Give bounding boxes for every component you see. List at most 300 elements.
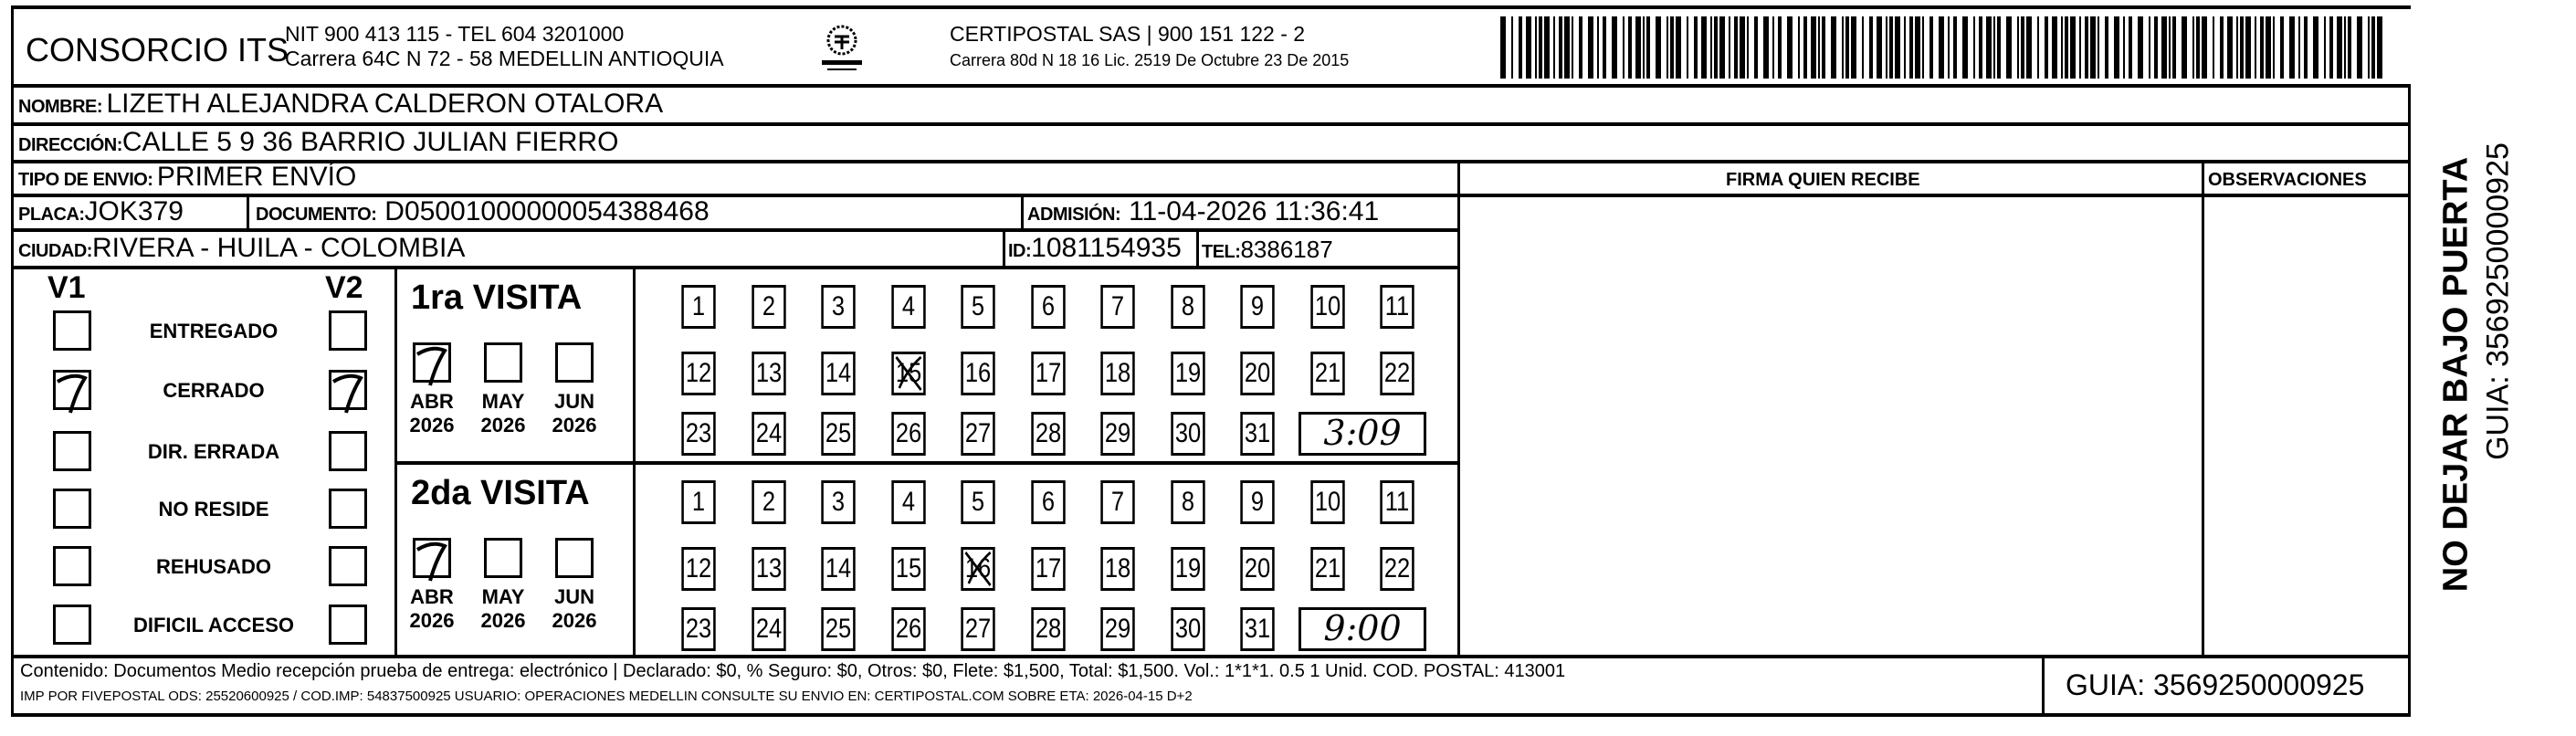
day-number: 20 bbox=[1244, 358, 1271, 388]
day-box[interactable] bbox=[1310, 352, 1344, 395]
barcode-bar bbox=[1909, 16, 1913, 79]
barcode-bar bbox=[2065, 16, 2068, 79]
day-box[interactable] bbox=[821, 285, 855, 329]
direccion-label: DIRECCIÓN: bbox=[18, 135, 122, 155]
day-number: 7 bbox=[1110, 487, 1125, 517]
barcode-bar bbox=[1747, 16, 1749, 79]
day-box[interactable] bbox=[1240, 285, 1274, 329]
barcode-bar bbox=[1612, 16, 1617, 79]
day-box[interactable] bbox=[752, 412, 785, 456]
barcode-bar bbox=[2344, 16, 2346, 79]
barcode-bar bbox=[2123, 16, 2125, 79]
v2-checkbox[interactable] bbox=[329, 546, 367, 586]
day-number: 14 bbox=[825, 553, 852, 584]
side-guia: GUIA: 3569250000925 bbox=[2480, 142, 2516, 460]
day-number: 9 bbox=[1250, 291, 1265, 321]
divider bbox=[11, 122, 2411, 126]
barcode-bar bbox=[1962, 16, 1968, 79]
barcode-bar bbox=[2079, 16, 2081, 79]
day-box[interactable] bbox=[1031, 480, 1065, 524]
day-number: 9 bbox=[1250, 487, 1265, 517]
barcode-bar bbox=[1656, 16, 1661, 79]
direccion-field bbox=[18, 127, 618, 158]
barcode-bar bbox=[2280, 16, 2284, 79]
barcode-bar bbox=[1714, 16, 1718, 79]
month-label bbox=[476, 390, 531, 437]
barcode-bar bbox=[1544, 16, 1550, 79]
day-box[interactable] bbox=[821, 352, 855, 395]
barcode-bar bbox=[1842, 16, 1844, 79]
barcode-bar bbox=[2006, 16, 2012, 79]
handwritten-time: 9:00 bbox=[1323, 608, 1402, 648]
divider bbox=[11, 160, 2411, 163]
barcode-bar bbox=[1701, 16, 1707, 79]
day-number: 23 bbox=[685, 614, 712, 644]
barcode-bar bbox=[2377, 16, 2382, 79]
day-box[interactable] bbox=[1380, 480, 1414, 524]
handwritten-check-mark bbox=[328, 369, 368, 415]
barcode bbox=[1500, 16, 2386, 80]
side-warning: NO DEJAR BAJO PUERTA bbox=[2436, 156, 2476, 593]
direccion-value: CALLE 5 9 36 BARRIO JULIAN FIERRO bbox=[121, 127, 619, 157]
id-value: 1081154935 bbox=[1031, 233, 1182, 263]
day-box[interactable] bbox=[1240, 412, 1274, 456]
month-year: 2026 bbox=[480, 609, 526, 632]
day-number: 8 bbox=[1181, 291, 1194, 321]
divider bbox=[11, 228, 1458, 232]
day-number: 15 bbox=[895, 358, 921, 388]
v1-checkbox[interactable] bbox=[53, 605, 91, 645]
day-box[interactable] bbox=[1240, 480, 1274, 524]
month-year: 2026 bbox=[552, 609, 597, 632]
barcode-bar bbox=[2037, 16, 2039, 79]
day-number: 5 bbox=[971, 487, 985, 517]
day-number: 26 bbox=[895, 418, 921, 448]
barcode-bar bbox=[2138, 16, 2143, 79]
barcode-bar bbox=[1643, 16, 1645, 79]
barcode-bar bbox=[1740, 16, 1745, 79]
day-number: 3 bbox=[831, 487, 846, 517]
divider bbox=[11, 266, 1458, 269]
month-label bbox=[547, 585, 602, 633]
day-box[interactable] bbox=[1171, 480, 1204, 524]
barcode-bar bbox=[1929, 16, 1933, 79]
barcode-bar bbox=[1904, 16, 1906, 79]
carrier-address: Carrera 80d N 18 16 Lic. 2519 De Octubre 23 De 2015 bbox=[950, 51, 1350, 69]
day-box[interactable] bbox=[1171, 285, 1204, 329]
placa-label: PLACA: bbox=[18, 205, 85, 225]
barcode-bar bbox=[1511, 16, 1513, 79]
day-number: 31 bbox=[1244, 418, 1271, 448]
barcode-bar bbox=[1862, 16, 1864, 79]
v2-checkbox[interactable] bbox=[329, 605, 367, 645]
barcode-bar bbox=[1993, 16, 1995, 79]
barcode-bar bbox=[1889, 16, 1893, 79]
barcode-bar bbox=[1877, 16, 1882, 79]
day-number: 14 bbox=[825, 358, 852, 388]
day-box[interactable] bbox=[891, 352, 925, 395]
day-box[interactable] bbox=[1171, 607, 1204, 651]
day-box[interactable] bbox=[1310, 480, 1344, 524]
day-box[interactable] bbox=[961, 285, 994, 329]
month-label bbox=[405, 585, 459, 633]
day-box[interactable] bbox=[821, 607, 855, 651]
day-box[interactable] bbox=[752, 285, 785, 329]
day-box[interactable] bbox=[1380, 352, 1414, 395]
barcode-bar bbox=[2273, 16, 2275, 79]
barcode-bar bbox=[1539, 16, 1542, 79]
admision-field bbox=[1027, 196, 1379, 227]
day-box[interactable] bbox=[1240, 547, 1274, 591]
v1-checkbox[interactable] bbox=[53, 370, 91, 410]
tipo-envio-field bbox=[18, 162, 356, 193]
day-box[interactable] bbox=[821, 480, 855, 524]
day-box[interactable] bbox=[752, 607, 785, 651]
footer-guia: GUIA: 3569250000925 bbox=[2066, 668, 2365, 701]
day-number: 16 bbox=[964, 358, 992, 388]
day-number: 10 bbox=[1314, 291, 1341, 321]
barcode-bar bbox=[1579, 16, 1582, 79]
status-label: NO RESIDE bbox=[158, 498, 269, 520]
day-box[interactable] bbox=[1031, 607, 1065, 651]
day-box[interactable] bbox=[1100, 480, 1134, 524]
day-box[interactable] bbox=[1031, 285, 1065, 329]
day-box[interactable] bbox=[1171, 412, 1204, 456]
divider bbox=[2042, 655, 2045, 715]
visit-title: 2da VISITA bbox=[411, 474, 590, 512]
day-box[interactable] bbox=[1100, 607, 1134, 651]
barcode-bar bbox=[2236, 16, 2238, 79]
day-box[interactable] bbox=[1100, 547, 1134, 591]
day-box[interactable] bbox=[1031, 547, 1065, 591]
barcode-bar bbox=[1798, 16, 1800, 79]
handwritten-strike-mark bbox=[891, 352, 925, 395]
barcode-bar bbox=[2172, 16, 2176, 79]
day-box[interactable] bbox=[1171, 352, 1204, 395]
barcode-bar bbox=[2085, 16, 2088, 79]
day-box[interactable] bbox=[1031, 352, 1065, 395]
day-number: 23 bbox=[685, 418, 712, 448]
barcode-bar bbox=[2098, 16, 2099, 79]
day-box[interactable] bbox=[961, 352, 994, 395]
v1-checkbox[interactable] bbox=[53, 431, 91, 471]
barcode-bar bbox=[2026, 16, 2032, 79]
day-box[interactable] bbox=[1100, 352, 1134, 395]
day-box[interactable] bbox=[681, 285, 715, 329]
barcode-bar bbox=[2161, 16, 2167, 79]
barcode-bar bbox=[1734, 16, 1738, 79]
barcode-bar bbox=[1588, 16, 1593, 79]
day-number: 27 bbox=[964, 418, 992, 448]
day-box[interactable] bbox=[961, 607, 994, 651]
month-name: JUN bbox=[553, 390, 594, 413]
v2-header: V2 bbox=[325, 270, 363, 305]
barcode-bar bbox=[1535, 16, 1537, 79]
status-label: REHUSADO bbox=[156, 555, 271, 578]
month-year: 2026 bbox=[409, 609, 455, 632]
id-label: ID: bbox=[1008, 241, 1032, 261]
handwritten-check-mark bbox=[52, 369, 92, 415]
day-number: 25 bbox=[825, 614, 852, 644]
barcode-bar bbox=[2052, 16, 2057, 79]
v2-checkbox[interactable] bbox=[329, 310, 367, 351]
month-checkbox[interactable] bbox=[555, 538, 594, 578]
handwritten-strike-mark bbox=[961, 547, 994, 591]
barcode-bar bbox=[1953, 16, 1957, 79]
day-number: 12 bbox=[685, 553, 712, 584]
day-box[interactable] bbox=[681, 607, 715, 651]
month-label bbox=[547, 390, 602, 437]
company-info bbox=[285, 22, 724, 71]
day-number: 27 bbox=[964, 614, 992, 644]
ciudad-field bbox=[18, 233, 465, 264]
tel-field bbox=[1202, 236, 1333, 264]
barcode-bar bbox=[1526, 16, 1531, 79]
day-box[interactable] bbox=[681, 412, 715, 456]
documento-label: DOCUMENTO: bbox=[256, 205, 377, 225]
barcode-bar bbox=[1851, 16, 1856, 79]
barcode-bar bbox=[2337, 16, 2342, 79]
day-box[interactable] bbox=[752, 352, 785, 395]
day-box[interactable] bbox=[891, 480, 925, 524]
barcode-bar bbox=[2070, 16, 2076, 79]
month-checkbox[interactable] bbox=[413, 342, 451, 383]
barcode-bar bbox=[1597, 16, 1599, 79]
day-number: 28 bbox=[1035, 418, 1061, 448]
v2-checkbox[interactable] bbox=[329, 370, 367, 410]
barcode-bar bbox=[1572, 16, 1573, 79]
day-number: 1 bbox=[691, 291, 706, 321]
nombre-field bbox=[18, 89, 663, 120]
barcode-bar bbox=[2105, 16, 2108, 79]
barcode-bar bbox=[2061, 16, 2063, 79]
day-number: 2 bbox=[762, 487, 775, 517]
day-box[interactable] bbox=[1310, 547, 1344, 591]
barcode-bar bbox=[2169, 16, 2171, 79]
barcode-bar bbox=[2240, 16, 2244, 79]
divider bbox=[11, 84, 2411, 88]
barcode-bar bbox=[1973, 16, 1975, 79]
barcode-bar bbox=[1986, 16, 1992, 79]
handwritten-time: 3:09 bbox=[1323, 413, 1402, 453]
day-box[interactable] bbox=[891, 607, 925, 651]
divider bbox=[1003, 228, 1005, 267]
day-box[interactable] bbox=[681, 547, 715, 591]
handwritten-time-box[interactable] bbox=[1299, 412, 1426, 456]
day-number: 1 bbox=[691, 487, 706, 517]
day-box[interactable] bbox=[961, 480, 994, 524]
barcode-bar bbox=[1772, 16, 1774, 79]
divider bbox=[1021, 194, 1024, 230]
barcode-bar bbox=[1687, 16, 1688, 79]
barcode-bar bbox=[1676, 16, 1681, 79]
barcode-bar bbox=[2149, 16, 2150, 79]
barcode-bar bbox=[1831, 16, 1836, 79]
day-number: 8 bbox=[1181, 487, 1194, 517]
divider bbox=[1196, 228, 1199, 267]
barcode-bar bbox=[1778, 16, 1782, 79]
barcode-bar bbox=[1895, 16, 1900, 79]
barcode-bar bbox=[2227, 16, 2233, 79]
day-box[interactable] bbox=[752, 480, 785, 524]
form-bottom-border bbox=[11, 713, 2411, 717]
barcode-bar bbox=[2324, 16, 2326, 79]
day-box[interactable] bbox=[821, 547, 855, 591]
barcode-bar bbox=[2182, 16, 2187, 79]
day-box[interactable] bbox=[961, 547, 994, 591]
day-box[interactable] bbox=[681, 480, 715, 524]
month-checkbox[interactable] bbox=[413, 538, 451, 578]
barcode-bar bbox=[1822, 16, 1825, 79]
day-number: 22 bbox=[1383, 358, 1411, 388]
barcode-bar bbox=[2368, 16, 2370, 79]
month-year: 2026 bbox=[409, 414, 455, 436]
barcode-bar bbox=[2192, 16, 2194, 79]
admision-value: 11-04-2026 11:36:41 bbox=[1129, 196, 1380, 226]
barcode-bar bbox=[2245, 16, 2251, 79]
carrier-name: CERTIPOSTAL SAS | 900 151 122 - 2 bbox=[950, 22, 1306, 46]
firma-header: FIRMA QUIEN RECIBE bbox=[1726, 170, 1920, 190]
barcode-bar bbox=[2304, 16, 2308, 79]
day-number: 24 bbox=[755, 614, 782, 644]
day-box[interactable] bbox=[891, 547, 925, 591]
barcode-bar bbox=[1667, 16, 1668, 79]
footer-content-line: Contenido: Documentos Medio recepción prueba de entrega: electrónico | Declarado: $0, % Seguro: $0, Otros: $0, Flete: $1,500, Total: $1,500. Vol.: 1*1*1. 0.5 1 Unid. COD. POSTAL: 413001 bbox=[20, 661, 1566, 681]
barcode-bar bbox=[1979, 16, 1982, 79]
day-box[interactable] bbox=[1100, 285, 1134, 329]
barcode-bar bbox=[1763, 16, 1769, 79]
barcode-bar bbox=[1922, 16, 1924, 79]
barcode-bar bbox=[1646, 16, 1650, 79]
day-box[interactable] bbox=[1240, 352, 1274, 395]
barcode-bar bbox=[2045, 16, 2048, 79]
day-number: 10 bbox=[1314, 487, 1341, 517]
day-box[interactable] bbox=[1240, 607, 1274, 651]
handwritten-check-mark bbox=[412, 537, 452, 583]
month-checkbox[interactable] bbox=[484, 538, 522, 578]
barcode-bar bbox=[1869, 16, 1873, 79]
v2-checkbox[interactable] bbox=[329, 489, 367, 529]
ciudad-label: CIUDAD: bbox=[18, 241, 92, 261]
day-box[interactable] bbox=[961, 412, 994, 456]
admision-label: ADMISIÓN: bbox=[1027, 205, 1121, 225]
day-number: 16 bbox=[964, 553, 992, 584]
day-box[interactable] bbox=[1171, 547, 1204, 591]
barcode-bar bbox=[1559, 16, 1562, 79]
day-box[interactable] bbox=[752, 547, 785, 591]
month-label bbox=[476, 585, 531, 633]
tipo-label: TIPO DE ENVIO: bbox=[18, 170, 153, 190]
month-name: MAY bbox=[481, 390, 525, 413]
tipo-value: PRIMER ENVÍO bbox=[156, 162, 357, 192]
month-name: JUN bbox=[553, 585, 594, 608]
handwritten-time-box[interactable] bbox=[1299, 607, 1426, 651]
barcode-bar bbox=[1915, 16, 1920, 79]
v1-header: V1 bbox=[47, 270, 86, 305]
day-number: 13 bbox=[755, 358, 782, 388]
form-left-border bbox=[11, 7, 14, 716]
day-number: 21 bbox=[1314, 358, 1341, 388]
divider bbox=[2202, 160, 2204, 657]
barcode-bar bbox=[2202, 16, 2207, 79]
day-box[interactable] bbox=[1031, 412, 1065, 456]
barcode-bar bbox=[1519, 16, 1522, 79]
day-box[interactable] bbox=[1380, 285, 1414, 329]
month-name: MAY bbox=[481, 585, 525, 608]
barcode-bar bbox=[2260, 16, 2264, 79]
v1-checkbox[interactable] bbox=[53, 546, 91, 586]
day-box[interactable] bbox=[1310, 285, 1344, 329]
day-number: 11 bbox=[1384, 291, 1410, 321]
day-box[interactable] bbox=[891, 412, 925, 456]
day-number: 28 bbox=[1035, 614, 1061, 644]
tel-label: TEL: bbox=[1202, 242, 1241, 262]
v1-checkbox[interactable] bbox=[53, 489, 91, 529]
id-field bbox=[1008, 233, 1182, 264]
month-name: ABR bbox=[410, 390, 454, 413]
day-box[interactable] bbox=[1100, 412, 1134, 456]
day-box[interactable] bbox=[1380, 547, 1414, 591]
day-number: 3 bbox=[831, 291, 846, 321]
ciudad-value: RIVERA - HUILA - COLOMBIA bbox=[91, 233, 466, 263]
barcode-bar bbox=[2021, 16, 2024, 79]
barcode-bar bbox=[2289, 16, 2295, 79]
barcode-bar bbox=[2357, 16, 2362, 79]
divider bbox=[11, 655, 2411, 658]
day-number: 26 bbox=[895, 614, 921, 644]
barcode-bar bbox=[1635, 16, 1641, 79]
footer-print-line: IMP POR FIVEPOSTAL ODS: 25520600925 / COD.IMP: 54837500925 USUARIO: OPERACIONES MEDELLIN CONSULTE SU ENVIO EN: CERTIPOSTAL.COM SOBRE ETA: 2026-04-15 D+2 bbox=[20, 689, 1193, 704]
day-number: 19 bbox=[1174, 358, 1201, 388]
day-number: 30 bbox=[1174, 418, 1201, 448]
barcode-bar bbox=[2090, 16, 2096, 79]
barcode-bar bbox=[2298, 16, 2300, 79]
barcode-bar bbox=[1754, 16, 1758, 79]
day-number: 29 bbox=[1104, 418, 1131, 448]
day-box[interactable] bbox=[891, 285, 925, 329]
day-number: 6 bbox=[1041, 487, 1055, 517]
day-number: 4 bbox=[901, 291, 915, 321]
day-box[interactable] bbox=[681, 352, 715, 395]
day-number: 30 bbox=[1174, 614, 1201, 644]
barcode-bar bbox=[1564, 16, 1570, 79]
v1-checkbox[interactable] bbox=[53, 310, 91, 351]
placa-value: JOK379 bbox=[84, 196, 184, 226]
barcode-bar bbox=[2220, 16, 2224, 79]
documento-field bbox=[256, 196, 710, 227]
day-box[interactable] bbox=[821, 412, 855, 456]
company-nit: NIT 900 413 115 - TEL 604 3201000 bbox=[285, 22, 625, 46]
month-checkbox[interactable] bbox=[484, 342, 522, 383]
barcode-bar bbox=[1628, 16, 1632, 79]
month-label bbox=[405, 390, 459, 437]
day-number: 7 bbox=[1110, 291, 1125, 321]
visit-title: 1ra VISITA bbox=[411, 279, 583, 317]
month-checkbox[interactable] bbox=[555, 342, 594, 383]
barcode-bar bbox=[2329, 16, 2333, 79]
barcode-bar bbox=[1997, 16, 2001, 79]
handwritten-check-mark bbox=[412, 342, 452, 387]
barcode-bar bbox=[2348, 16, 2351, 79]
day-number: 15 bbox=[895, 553, 921, 584]
barcode-bar bbox=[1694, 16, 1698, 79]
v2-checkbox[interactable] bbox=[329, 431, 367, 471]
status-label: CERRADO bbox=[163, 379, 265, 402]
barcode-bar bbox=[1811, 16, 1816, 79]
form-top-border bbox=[11, 5, 2411, 9]
barcode-bar bbox=[1670, 16, 1674, 79]
month-year: 2026 bbox=[552, 414, 597, 436]
